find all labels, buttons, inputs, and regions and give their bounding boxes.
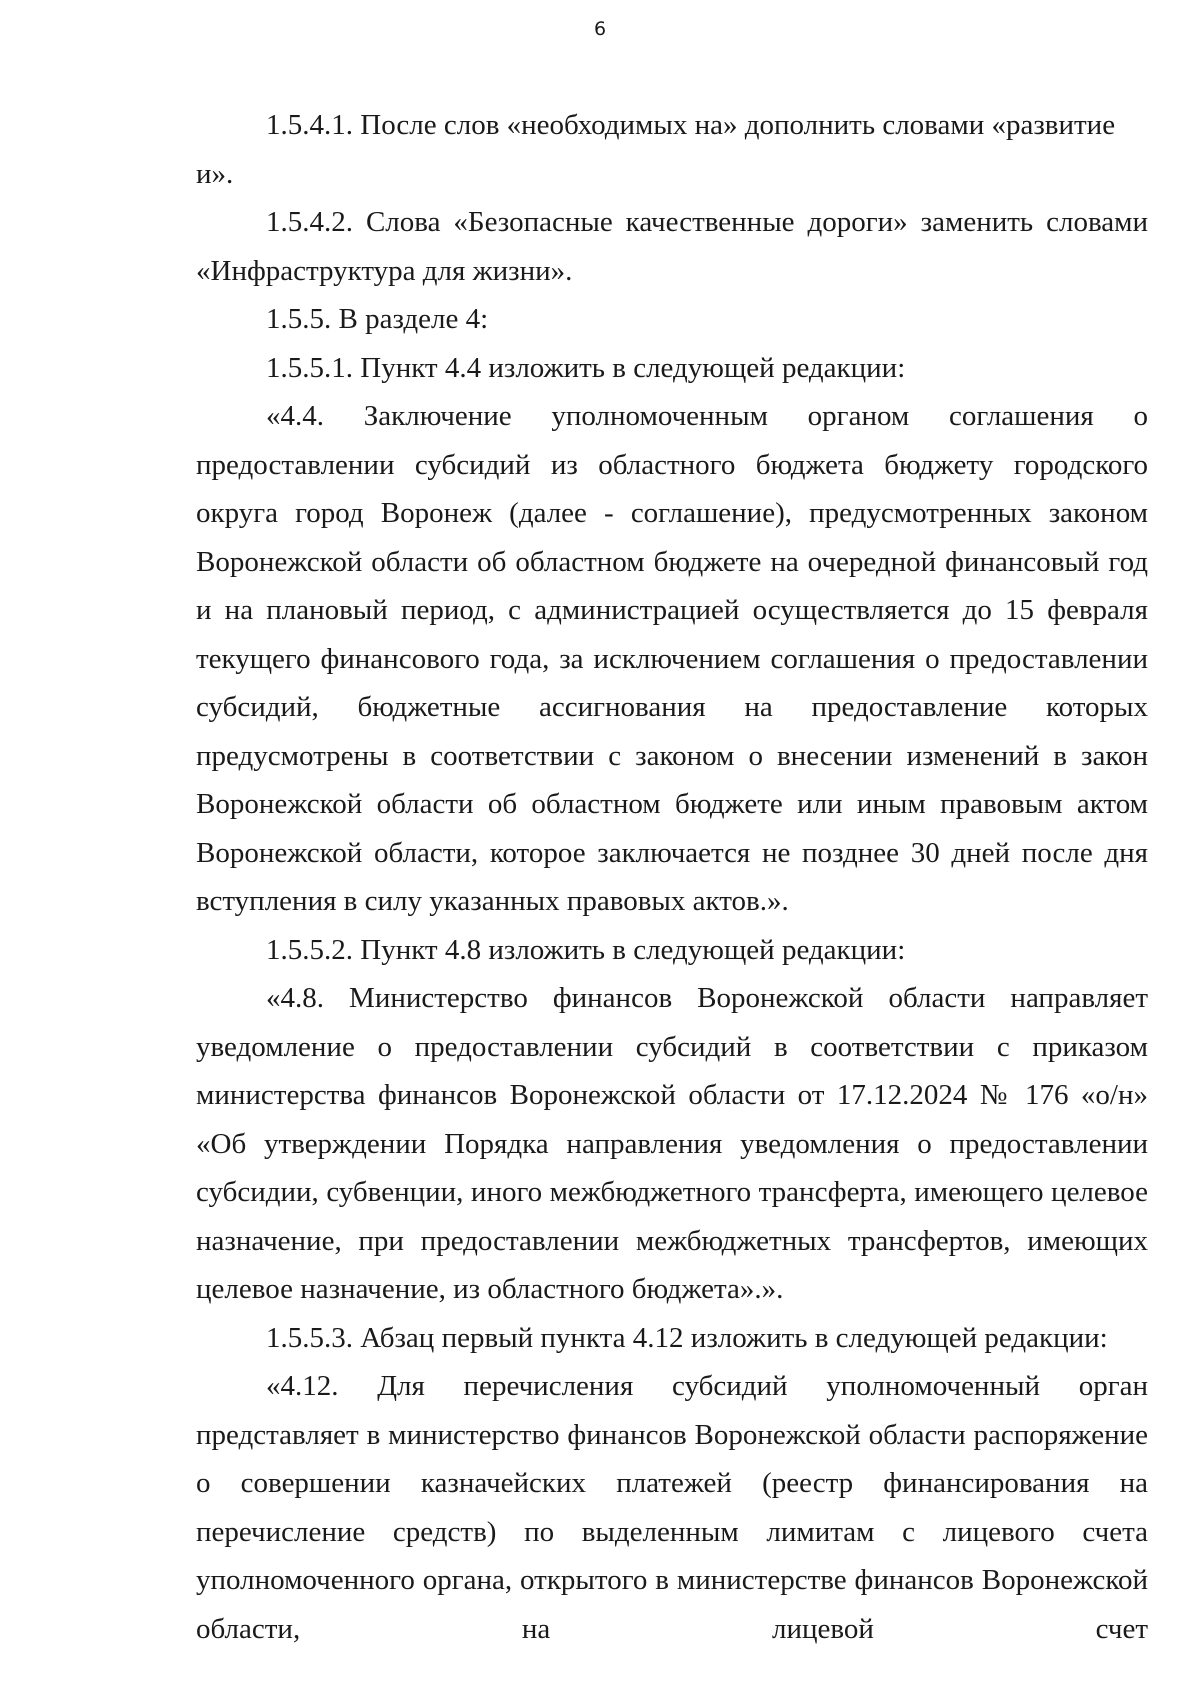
document-body [196,101,1148,1653]
paragraph-1-5-4-1: 1.5.4.1. После слов «необходимых на» дополнить словами «развитие и». [196,109,1116,190]
paragraph-quote-4-12: «4.12. Для перечисления субсидий уполномоченный орган представляет в министерство финансов Воронежской области распоряжение о совершении казначейских платежей (реестр финансирования на перечисление средств) по выделенным лимитам с лицевого счета уполномоченного органа, открытого в министерстве финансов Воронежской области, на лицевой счет [196,1370,1148,1645]
paragraph-quote-4-8: «4.8. Министерство финансов Воронежской области направляет уведомление о предоставлении субсидий в соответствии с приказом министерства финансов Воронежской области от 17.12.2024 № 176 «о/н» «Об утверждении Порядка направления уведомления о предоставлении субсидии, субвенции, иного межбюджетного трансферта, имеющего целевое назначение, при предоставлении межбюджетных трансфертов, имеющих целевое назначение, из областного бюджета».». [196,982,1148,1305]
paragraph-1-5-4-2: 1.5.4.2. Слова «Безопасные качественные дороги» заменить словами «Инфраструктура для жизни». [196,206,1148,287]
paragraph-1-5-5-1: 1.5.5.1. Пункт 4.4 изложить в следующей редакции: [266,351,906,384]
page-number: 6 [593,18,607,40]
paragraph-quote-4-4: «4.4. Заключение уполномоченным органом соглашения о предоставлении субсидий из областного бюджета бюджету городского округа город Воронеж (далее - соглашение), предусмотренных законом Воронежской области об областном бюджете на очередной финансовый год и на плановый период, с администрацией осуществляется до 15 февраля текущего финансового года, за исключением соглашения о предоставлении субсидий, бюджетные ассигнования на предоставление которых предусмотрены в соответствии с законом о внесении изменений в закон Воронежской области об областном бюджете или иным правовым актом Воронежской области, которое заключается не позднее 30 дней после дня вступления в силу указанных правовых актов.». [196,400,1148,917]
paragraph-1-5-5: 1.5.5. В разделе 4: [266,303,489,335]
paragraph-1-5-5-3: 1.5.5.3. Абзац первый пункта 4.12 изложить в следующей редакции: [266,1321,1108,1354]
paragraph-1-5-5-2: 1.5.5.2. Пункт 4.8 изложить в следующей редакции: [266,933,906,966]
